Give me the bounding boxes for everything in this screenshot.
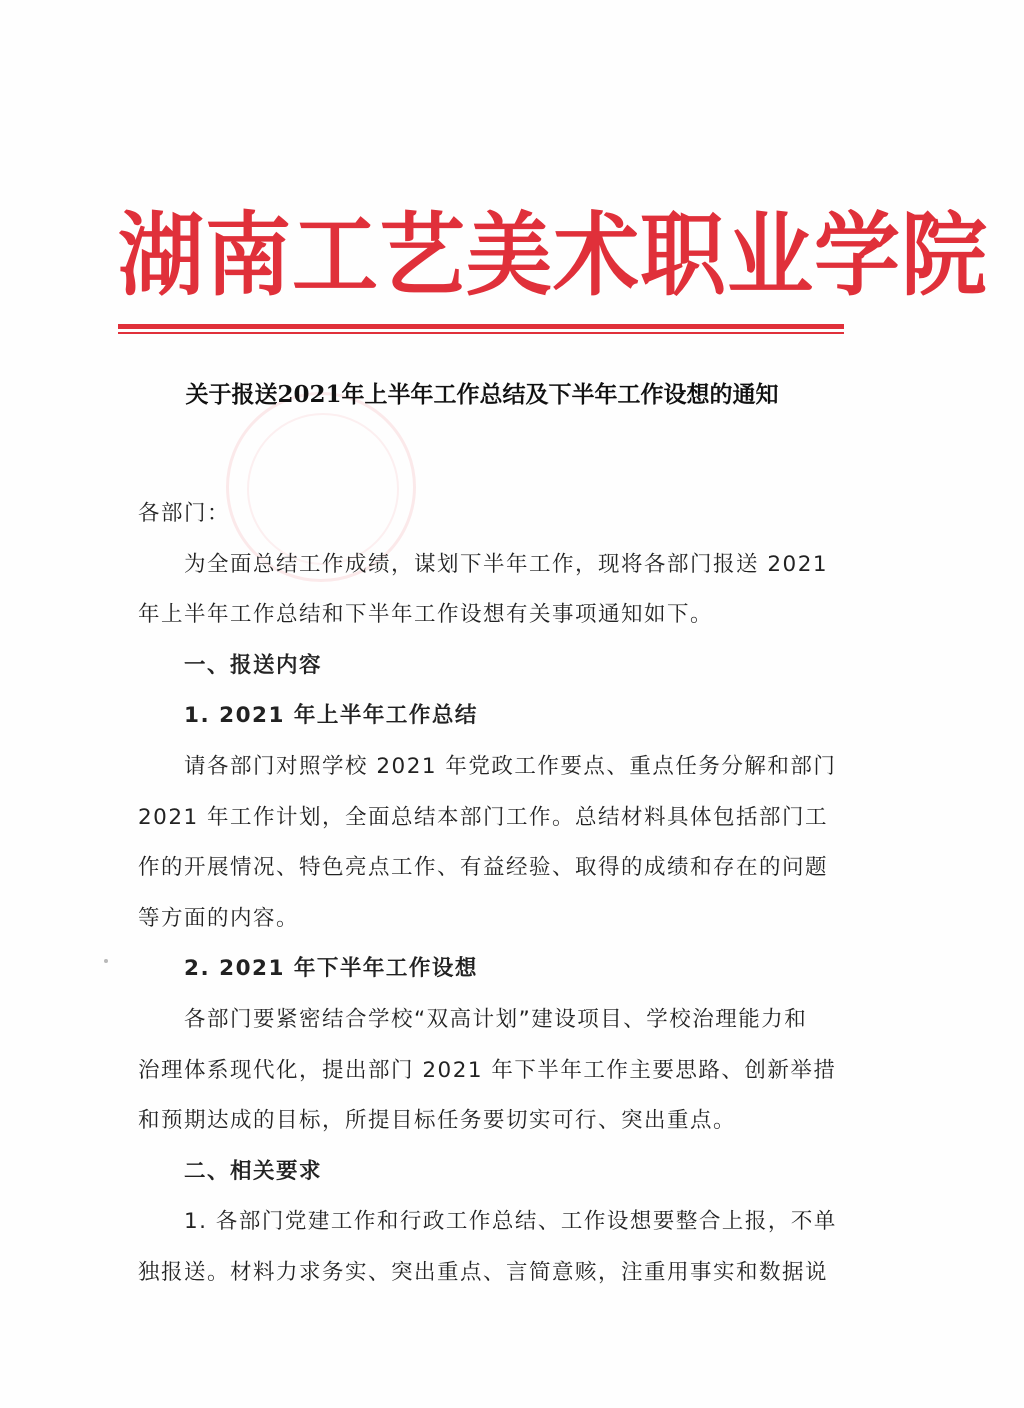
salutation: 各部门： xyxy=(138,501,231,526)
section1-item1-line-3: 作的开展情况、特色亮点工作、有益经验、取得的成绩和存在的问题 xyxy=(138,855,829,881)
masthead-title: 湖南工艺美术职业学院 xyxy=(118,203,988,309)
section1-heading: 一、报送内容 xyxy=(184,652,323,678)
section2-heading: 二、相关要求 xyxy=(184,1158,323,1184)
section1-item2-heading: 2. 2021 年下半年工作设想 xyxy=(184,956,478,982)
intro-line-2: 年上半年工作总结和下半年工作设想有关事项通知如下。 xyxy=(138,602,714,628)
section2-item1-line-2: 独报送。材料力求务实、突出重点、言简意赅，注重用事实和数据说 xyxy=(138,1259,829,1285)
section1-item1-line-4: 等方面的内容。 xyxy=(138,905,300,931)
scan-speck xyxy=(104,959,108,963)
section1-item1-line-2: 2021 年工作计划，全面总结本部门工作。总结材料具体包括部门工 xyxy=(138,804,829,830)
section1-item1-line-1: 请各部门对照学校 2021 年党政工作要点、重点任务分解和部门 xyxy=(184,753,837,779)
masthead-red-rule-thin xyxy=(118,332,844,334)
section1-item2-line-2: 治理体系现代化，提出部门 2021 年下半年工作主要思路、创新举措 xyxy=(138,1057,837,1083)
document-body xyxy=(138,489,838,1299)
masthead-red-rule xyxy=(118,324,844,329)
document-title: 关于报送2021年上半年工作总结及下半年工作设想的通知 xyxy=(185,381,779,408)
section1-item1-heading: 1. 2021 年上半年工作总结 xyxy=(184,703,478,729)
section1-item2-line-3: 和预期达成的目标，所提目标任务要切实可行、突出重点。 xyxy=(138,1108,737,1134)
section2-item1-line-1: 1. 各部门党建工作和行政工作总结、工作设想要整合上报，不单 xyxy=(184,1209,837,1235)
section1-item2-line-1: 各部门要紧密结合学校“双高计划”建设项目、学校治理能力和 xyxy=(184,1006,808,1032)
intro-line-1: 为全面总结工作成绩，谋划下半年工作，现将各部门报送 2021 xyxy=(184,551,829,577)
